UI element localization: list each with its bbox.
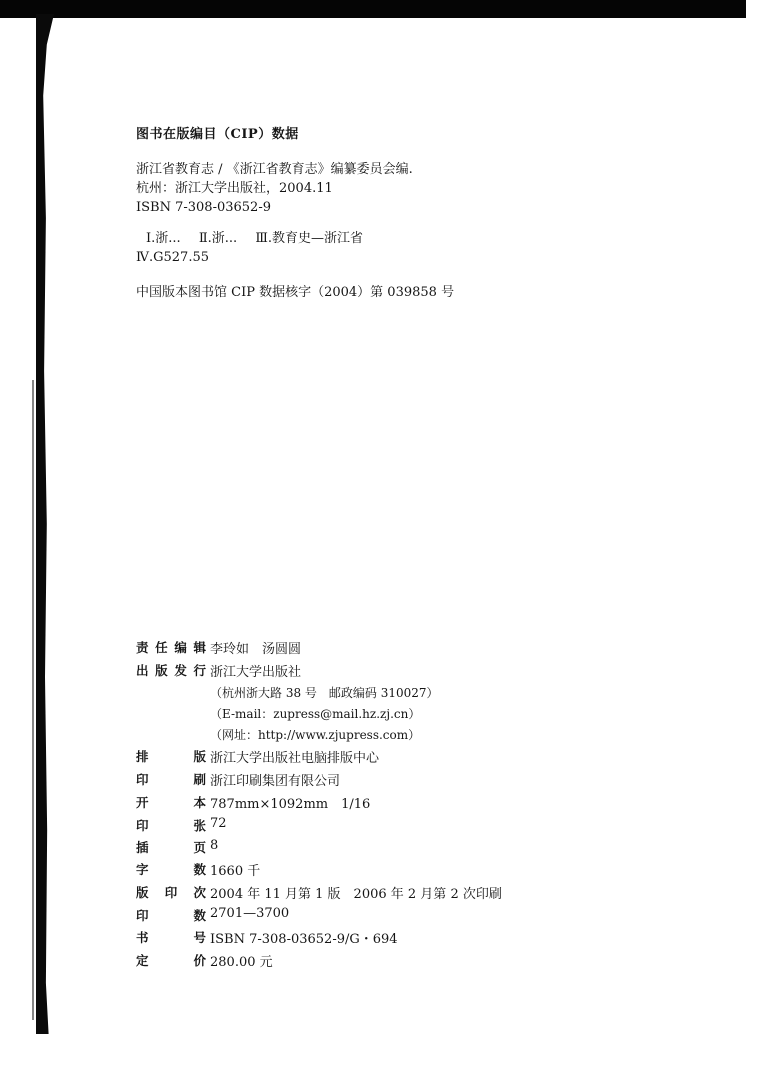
colophon-label: 插 页 <box>136 840 206 855</box>
scan-binding-shadow <box>36 14 54 1034</box>
colophon-row <box>136 883 502 902</box>
cip-title-line: 浙江省教育志 / 《浙江省教育志》编纂委员会编. <box>136 162 413 177</box>
cip-publisher-line: 杭州：浙江大学出版社，2004.11 <box>136 181 333 196</box>
colophon-value: 浙江印刷集团有限公司 <box>210 774 341 789</box>
colophon-row <box>136 860 502 879</box>
colophon-row <box>136 793 502 812</box>
colophon-value: 李玲如 汤圆圆 <box>210 642 302 657</box>
colophon-value: ISBN 7-308-03652-9/G・694 <box>210 932 398 947</box>
colophon-value: 2004 年 11 月第 1 版 2006 年 2 月第 2 次印刷 <box>210 887 502 902</box>
colophon-label: 定 价 <box>136 953 206 968</box>
cip-isbn-line: ISBN 7-308-03652-9 <box>136 200 271 215</box>
colophon-value: 280.00 元 <box>210 955 273 970</box>
cip-subjects <box>136 229 454 248</box>
colophon-row <box>136 928 502 947</box>
colophon-row <box>136 770 502 789</box>
colophon-block <box>136 638 502 974</box>
colophon-label: 开 本 <box>136 795 206 810</box>
colophon-label: 印 数 <box>136 908 206 923</box>
colophon-label: 书 号 <box>136 930 206 945</box>
colophon-row <box>136 747 502 766</box>
colophon-row <box>136 951 502 970</box>
colophon-label: 印 张 <box>136 818 206 833</box>
colophon-value: （杭州浙大路 38 号 邮政编码 310027） <box>210 686 439 700</box>
colophon-row <box>136 705 502 722</box>
colophon-row <box>136 726 502 743</box>
colophon-value: 浙江大学出版社 <box>210 665 302 680</box>
colophon-row <box>136 684 502 701</box>
colophon-label: 出 版 发 行 <box>136 663 206 678</box>
colophon-label: 排 版 <box>136 749 206 764</box>
page-right-margin <box>746 0 758 1067</box>
scan-binding-line <box>32 380 34 1020</box>
cip-heading: 图书在版编目（CIP）数据 <box>136 127 299 142</box>
colophon-row <box>136 638 502 657</box>
colophon-label: 印 刷 <box>136 772 206 787</box>
cip-data-number: 中国版本图书馆 CIP 数据核字（2004）第 039858 号 <box>136 285 455 300</box>
colophon-value: 72 <box>210 816 227 831</box>
cip-subject-1: Ⅰ.浙... <box>146 231 181 246</box>
colophon-value: 787mm×1092mm 1/16 <box>210 797 371 812</box>
colophon-row <box>136 906 502 924</box>
colophon-value: 2701—3700 <box>210 906 290 921</box>
colophon-row <box>136 661 502 680</box>
colophon-value: （网址：http://www.zjupress.com） <box>210 728 421 742</box>
scan-top-border <box>0 0 746 18</box>
cip-block <box>136 125 454 302</box>
colophon-row <box>136 838 502 856</box>
cip-subject-2: Ⅱ.浙... <box>198 231 238 246</box>
cip-subject-3: Ⅲ.教育史—浙江省 <box>255 231 363 246</box>
colophon-row <box>136 816 502 834</box>
cip-classification: Ⅳ.G527.55 <box>136 250 209 265</box>
colophon-label: 责 任 编 辑 <box>136 640 206 655</box>
colophon-value: 浙江大学出版社电脑排版中心 <box>210 751 380 766</box>
colophon-label: 字 数 <box>136 862 206 877</box>
colophon-value: 1660 千 <box>210 864 261 879</box>
colophon-value: （E-mail：zupress@mail.hz.zj.cn） <box>210 707 421 721</box>
colophon-value: 8 <box>210 838 219 853</box>
colophon-label: 版 印 次 <box>136 885 206 900</box>
